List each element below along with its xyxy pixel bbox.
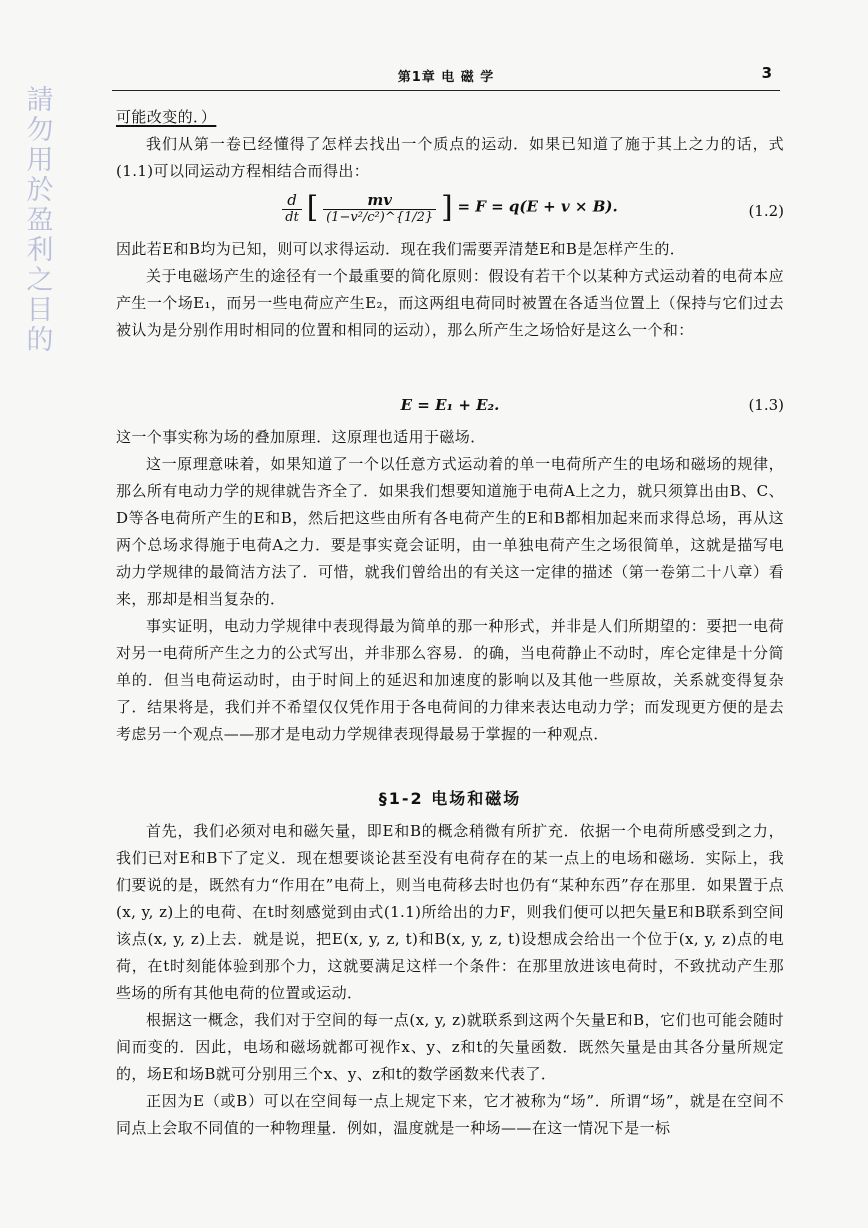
paragraph-4: 这一个事实称为场的叠加原理．这原理也适用于磁场．: [116, 428, 486, 446]
eq-rhs: = F = q(E + v × B).: [457, 197, 618, 216]
paragraph-2: 因此若E和B均为已知，则可以求得运动．现在我们需要弄清楚E和B是怎样产生的．: [116, 240, 686, 258]
paragraph-continuation: 可能改变的．）: [116, 108, 217, 126]
paragraph-6: 事实证明，电动力学规律中表现得最为简单的那一种形式，并非是人们所期望的：要把一电荷对另一电荷所产生之力的公式写出，并非那么容易．的确，当电荷静止不动时，库仑定律是十分简单的．但当电荷运动时，由于时间上的延迟和加速度的影响以及其他一些原故，关系就变得复杂了．结果将是，我们并不希望仅仅凭作用于各电荷间的力律来表达电动力学；而发现更方便的是去考虑另一个观点——那才是电动力学规律表现得最易于掌握的一种观点．: [116, 617, 784, 743]
text-block-1: [116, 104, 784, 185]
eq-superposition: E = E₁ + E₂.: [400, 396, 500, 414]
running-header: [112, 62, 780, 91]
paragraph-5: 这一原理意味着，如果知道了一个以任意方式运动着的单一电荷所产生的电场和磁场的规律，那么所有电动力学的规律就告齐全了．如果我们想要知道施于电荷A上之力，就只须算出由B、C、D等各电荷所产生的E和B，然后把这些由所有各电荷产生的E和B都相加起来而求得总场，再从这两个总场求得施于电荷A之力．要是事实竟会证明，由一单独电荷产生之场很简单，这就是描写电动力学规律的最简洁方法了．可惜，就我们曾给出的有关这一定律的描述（第一卷第二十八章）看来，那却是相当复杂的．: [116, 455, 784, 608]
paragraph-3: 关于电磁场产生的途径有一个最重要的简化原则：假设有若干个以某种方式运动着的电荷本应产生一个场E₁，而另一些电荷应产生E₂，而这两组电荷同时被置在各适当位置上（保持与它们过去被认为是分别作用时相同的位置和相同的运动），那么所产生之场恰好是这么一个和：: [116, 267, 784, 339]
watermark: [20, 86, 60, 356]
paragraph-1: 我们从第一卷已经懂得了怎样去找出一个质点的运动．如果已知道了施于其上之力的话，式(1.1)可以同运动方程相结合而得出：: [116, 135, 784, 180]
paragraph-7: 首先，我们必须对电和磁矢量，即E和B的概念稍微有所扩充．依据一个电荷所感受到之力，我们已对E和B下了定义．现在想要谈论甚至没有电荷存在的某一点上的电场和磁场．实际上，我们要说的是，既然有力“作用在”电荷上，则当电荷移去时也仍有“某种东西”存在那里．如果置于点(x, y, z)上的电荷、在t时刻感觉到由式(1.1)所给出的力F，则我们便可以把矢量E和B联系到空间该点(x, y, z)上去．就是说，把E(x, y, z, t)和B(x, y, z, t)设想成会给出一个位于(x, y, z)点的电荷，在t时刻能体验到那个力，这就要满足这样一个条件：在那里放进该电荷时，不致扰动产生那些场的所有其他电荷的位置或运动．: [116, 822, 784, 1002]
watermark-text: 請勿用於盈利之目的: [26, 85, 54, 356]
equation-1-2: $\frac{d}{dt}$ [ $\frac{mv}{\text{(1−v²/c²)\textasciicircum{}\{1/2\}}}$ ] = F = q(E + v × B). (1.2): [116, 190, 784, 236]
equation-1-3: [116, 396, 784, 424]
text-block-3: [116, 424, 784, 748]
section-heading: §1-2 电场和磁场: [378, 789, 522, 808]
paragraph-8: 根据这一概念，我们对于空间的每一点(x, y, z)就联系到这两个矢量E和B，它们也可能会随时间而变的．因此，电场和磁场就都可视作x、y、z和t的矢量函数．既然矢量是由其各分量所规定的，场E和场B就可分别用三个x、y、z和t的数学函数来代表了．: [116, 1011, 784, 1083]
paragraph-9: 正因为E（或B）可以在空间每一点上规定下来，它才被称为“场”．所谓“场”，就是在空间不同点上会取不同值的一种物理量．例如，温度就是一种场——在这一情况下是一标: [116, 1092, 784, 1137]
equation-number: (1.3): [748, 396, 784, 414]
equation-number: (1.2): [748, 202, 784, 220]
eq-momentum: $\frac{mv}{\text{(1−v²/c²)\textasciicircum{}\{1/2\}}}$: [323, 191, 436, 225]
chapter-title: 第1章 电 磁 学: [397, 70, 495, 85]
page-number: 3: [761, 64, 772, 82]
text-block-4: [116, 818, 784, 1142]
text-block-2: [116, 236, 784, 344]
eq-derivative: $\frac{d}{dt}$: [282, 191, 302, 225]
